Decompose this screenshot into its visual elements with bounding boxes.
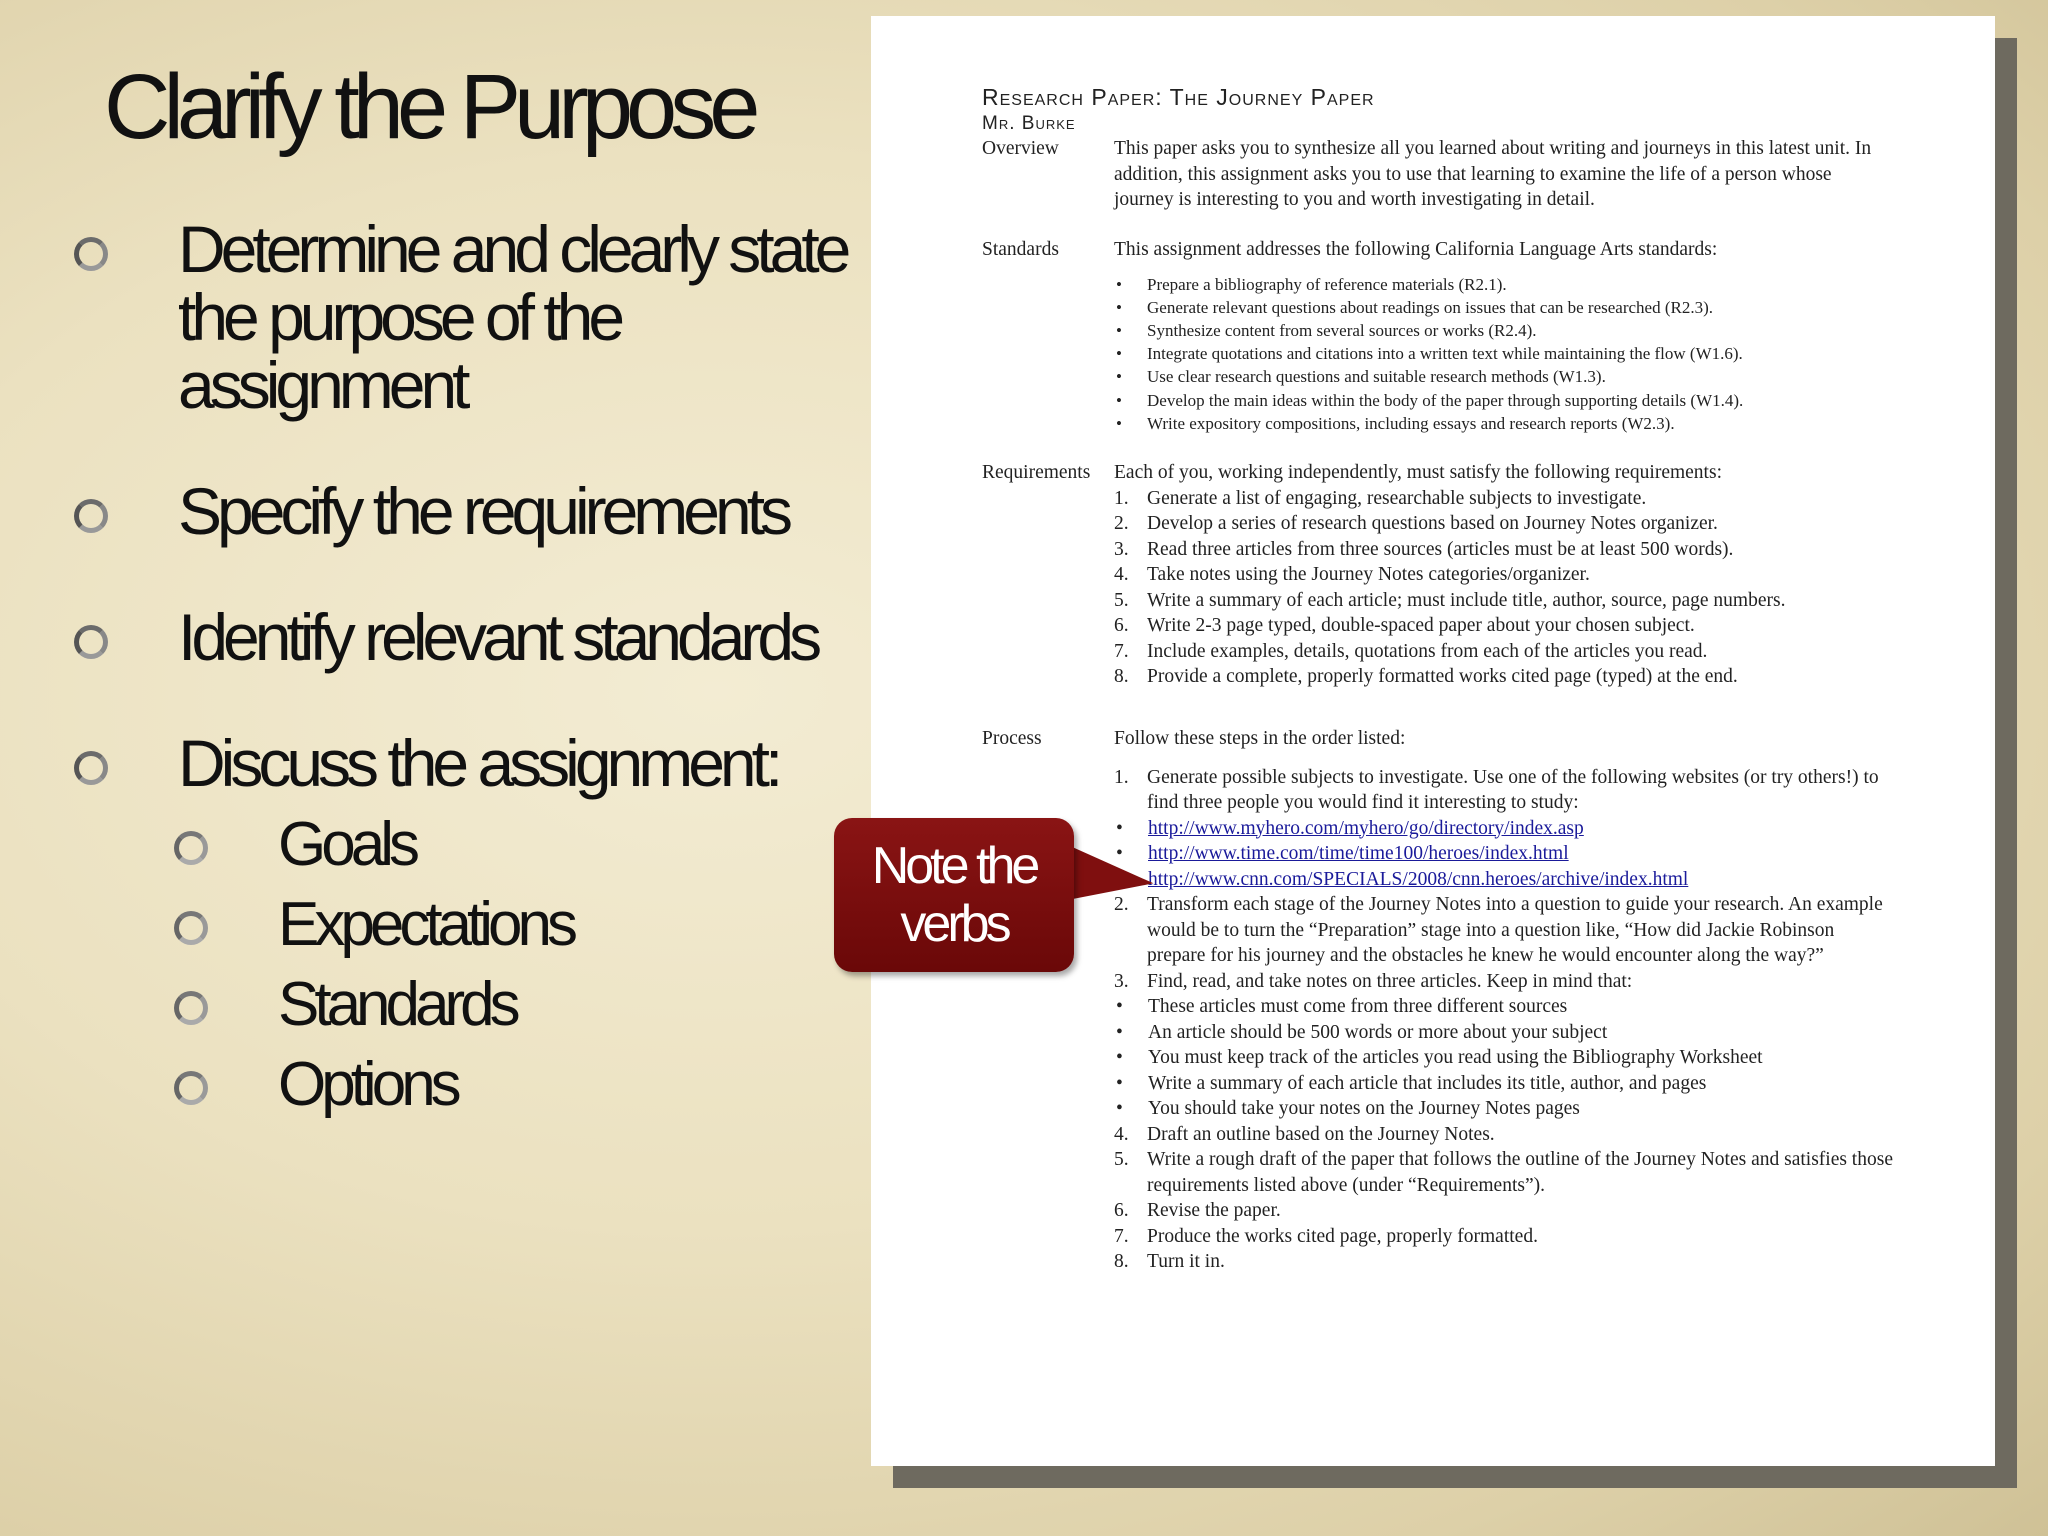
list-item: • These articles must come from three different sources <box>1116 996 1568 1017</box>
requirements-list <box>1114 486 1894 690</box>
bullet-item <box>70 600 850 674</box>
list-item: • You should take your notes on the Journey Notes pages <box>1116 1098 1580 1119</box>
slide-title: Clarify the Purpose <box>104 56 754 158</box>
bullet-text: Determine and clearly state the purpose of the assignment <box>178 212 847 422</box>
sub-bullet-text: Goals <box>278 810 415 879</box>
requirement-text: Take notes using the Journey Notes categories/organizer. <box>1147 564 1590 585</box>
bullet-ring-icon <box>74 625 108 659</box>
step-text: Produce the works cited page, properly formatted. <box>1147 1225 1538 1247</box>
standard-text: Synthesize content from several sources or works (R2.4). <box>1147 320 1537 340</box>
standards-body <box>1114 237 1894 435</box>
bullet-ring-icon <box>174 911 208 945</box>
requirement-text: Read three articles from three sources (articles must be at least 500 words). <box>1147 538 1734 560</box>
list-item: 1. Generate a list of engaging, researchable subjects to investigate. <box>1114 487 1647 509</box>
list-item: • An article should be 500 words or more about your subject <box>1116 1021 1608 1043</box>
step-text: Find, read, and take notes on three articles. Keep in mind that: <box>1147 970 1633 992</box>
step-subtext: These articles must come from three different sources <box>1148 996 1568 1017</box>
requirement-text: Include examples, details, quotations from each of the articles you read. <box>1147 640 1708 662</box>
requirements-intro: Each of you, working independently, must satisfy the following requirements: <box>1114 462 1722 483</box>
overview-text: This paper asks you to synthesize all you learned about writing and journeys in this latest unit. In addition, this assignment asks you to use that learning to examine the life of a person whose journey is interesting to you and worth investigating in detail. <box>1114 138 1872 210</box>
bullet-ring-icon <box>74 237 108 271</box>
step-text: Draft an outline based on the Journey Notes. <box>1147 1123 1495 1145</box>
bullet-ring-icon <box>174 1071 208 1105</box>
bullet-ring-icon <box>74 751 108 785</box>
list-item: • Write a summary of each article that includes its title, author, and pages <box>1116 1072 1707 1094</box>
list-item: 3. Find, read, and take notes on three articles. Keep in mind that: • These articles must come from three different sources • An article should be 500 words or more about your subject • You must keep track of the articles you read using the Bibliography Worksheet • Write a summary of each article that includes its title, author, and pages • You should take your notes on the Journey Notes pages <box>1114 969 1894 1122</box>
bullet-text: Discuss the assignment: <box>178 726 779 800</box>
requirement-text: Develop a series of research questions based on Journey Notes organizer. <box>1147 513 1718 534</box>
requirements-body <box>1114 460 1894 690</box>
list-item: 8. Turn it in. <box>1114 1251 1225 1272</box>
bullet-ring-icon <box>174 831 208 865</box>
document-title: Research Paper: The Journey Paper <box>982 84 1375 110</box>
list-item: 4. Take notes using the Journey Notes categories/organizer. <box>1114 564 1590 585</box>
bullet-ring-icon <box>174 991 208 1025</box>
document-author: Mr. Burke <box>982 113 1076 134</box>
list-item: 5. Write a summary of each article; must include title, author, source, page numbers. <box>1114 589 1786 611</box>
standard-text: Prepare a bibliography of reference materials (R2.1). <box>1147 274 1507 294</box>
list-item: 1. Generate possible subjects to investigate. Use one of the following websites (or try others!) to find three people you would find it interesting to study: • http://www.myhero.com/myhero/go/directory/index.asp • http://www.time.com/time/time100/heroes/index.html • http://www.cnn.com/SPECIALS/2008/cnn.heroes/archive/index.html <box>1114 765 1894 893</box>
list-item: • http://www.myhero.com/myhero/go/directory/index.asp <box>1116 817 1584 839</box>
list-item: • http://www.cnn.com/SPECIALS/2008/cnn.heroes/archive/index.html <box>1116 868 1689 890</box>
list-item: 5. Write a rough draft of the paper that follows the outline of the Journey Notes and satisfies those requirements listed above (under “Requirements”). <box>1114 1149 1893 1196</box>
bullet-list <box>70 212 850 1131</box>
step-text: Revise the paper. <box>1147 1200 1281 1221</box>
list-item: 7. Produce the works cited page, properly formatted. <box>1114 1225 1538 1247</box>
list-item: • Develop the main ideas within the body of the paper through supporting details (W1.4). <box>1116 390 1744 410</box>
step3-list <box>1114 994 1894 1122</box>
list-item: • http://www.time.com/time/time100/heroes/index.html <box>1116 843 1569 864</box>
bullet-text: Identify relevant standards <box>178 600 818 674</box>
step-subtext: You must keep track of the articles you read using the Bibliography Worksheet <box>1148 1047 1763 1068</box>
step-text: Write a rough draft of the paper that follows the outline of the Journey Notes and satisfies those requirements listed above (under “Requirements”). <box>1147 1149 1893 1196</box>
step-text: Turn it in. <box>1147 1251 1225 1272</box>
assignment-document <box>871 16 1995 1466</box>
bullet-item <box>70 474 850 548</box>
list-item: • Generate relevant questions about readings on issues that can be researched (R2.3). <box>1116 297 1713 317</box>
standard-text: Integrate quotations and citations into a written text while maintaining the flow (W1.6). <box>1147 344 1743 364</box>
list-item: 3. Read three articles from three sources (articles must be at least 500 words). <box>1114 538 1734 560</box>
callout-line: verbs <box>900 895 1008 953</box>
callout-bubble <box>834 818 1074 972</box>
list-item: • Prepare a bibliography of reference materials (R2.1). <box>1116 274 1507 294</box>
requirement-text: Provide a complete, properly formatted works cited page (typed) at the end. <box>1147 666 1738 687</box>
section-label: Process <box>982 728 1042 749</box>
sub-bullet-item <box>170 1051 850 1119</box>
list-item: • Write expository compositions, including essays and research reports (W2.3). <box>1116 413 1675 433</box>
sub-bullet-item <box>170 891 850 959</box>
standards-intro: This assignment addresses the following California Language Arts standards: <box>1114 239 1718 260</box>
section-label: Standards <box>982 239 1059 260</box>
list-item: 7. Include examples, details, quotations from each of the articles you read. <box>1114 640 1708 662</box>
process-list <box>1114 765 1894 1275</box>
list-item: • You must keep track of the articles you read using the Bibliography Worksheet <box>1116 1047 1763 1068</box>
sub-bullet-item <box>170 811 850 879</box>
document-header <box>982 84 1375 135</box>
step-text: Transform each stage of the Journey Notes into a question to guide your research. An example would be to turn the “Preparation” stage into a question like, “How did Jackie Robinson prepare for his journey and the obstacles he knew he would encounter along the way?” <box>1147 894 1883 966</box>
list-item: 8. Provide a complete, properly formatted works cited page (typed) at the end. <box>1114 666 1738 687</box>
links-list <box>1114 816 1894 893</box>
list-item: • Use clear research questions and suitable research methods (W1.3). <box>1116 367 1606 387</box>
process-intro: Follow these steps in the order listed: <box>1114 728 1406 749</box>
section-label: Requirements <box>982 462 1091 483</box>
website-link[interactable]: http://www.time.com/time/time100/heroes/index.html <box>1148 843 1569 864</box>
sub-bullet-text: Standards <box>278 970 516 1039</box>
requirement-text: Generate a list of engaging, researchable subjects to investigate. <box>1147 487 1647 509</box>
sub-bullet-list <box>170 811 850 1119</box>
standard-text: Generate relevant questions about readings on issues that can be researched (R2.3). <box>1147 297 1713 317</box>
bullet-ring-icon <box>74 499 108 533</box>
standard-text: Develop the main ideas within the body of the paper through supporting details (W1.4). <box>1147 390 1744 410</box>
callout-line: Note the <box>871 837 1037 895</box>
step-subtext: You should take your notes on the Journey Notes pages <box>1148 1098 1580 1119</box>
bullet-item <box>70 212 850 422</box>
website-link[interactable]: http://www.cnn.com/SPECIALS/2008/cnn.heroes/archive/index.html <box>1148 868 1689 890</box>
requirement-text: Write 2-3 page typed, double-spaced paper about your chosen subject. <box>1147 615 1695 636</box>
list-item: • Integrate quotations and citations into a written text while maintaining the flow (W1.6). <box>1116 344 1743 364</box>
step-subtext: An article should be 500 words or more about your subject <box>1148 1021 1608 1043</box>
section-label: Overview <box>982 138 1059 159</box>
process-body <box>1114 726 1894 1275</box>
list-item: 2. Develop a series of research questions based on Journey Notes organizer. <box>1114 513 1718 534</box>
list-item: 6. Write 2-3 page typed, double-spaced paper about your chosen subject. <box>1114 615 1695 636</box>
bullet-item <box>70 726 850 1119</box>
sub-bullet-item <box>170 971 850 1039</box>
standard-text: Write expository compositions, including essays and research reports (W2.3). <box>1147 413 1675 433</box>
list-item: • Synthesize content from several sources or works (R2.4). <box>1116 320 1537 340</box>
list-item: 4. Draft an outline based on the Journey Notes. <box>1114 1123 1495 1145</box>
standard-text: Use clear research questions and suitable research methods (W1.3). <box>1147 367 1606 387</box>
sub-bullet-text: Expectations <box>278 890 573 959</box>
step-text: Generate possible subjects to investigate. Use one of the following websites (or try others!) to find three people you would find it interesting to study: <box>1147 766 1879 813</box>
list-item: 2. Transform each stage of the Journey Notes into a question to guide your research. An example would be to turn the “Preparation” stage into a question like, “How did Jackie Robinson prepare for his journey and the obstacles he knew he would encounter along the way?” <box>1114 894 1883 966</box>
sub-bullet-text: Options <box>278 1050 457 1119</box>
requirement-text: Write a summary of each article; must include title, author, source, page numbers. <box>1147 589 1786 611</box>
standards-list <box>1114 273 1894 435</box>
list-item: 6. Revise the paper. <box>1114 1200 1281 1221</box>
website-link[interactable]: http://www.myhero.com/myhero/go/directory/index.asp <box>1148 817 1584 839</box>
step-subtext: Write a summary of each article that includes its title, author, and pages <box>1148 1072 1707 1094</box>
bullet-text: Specify the requirements <box>178 474 789 548</box>
